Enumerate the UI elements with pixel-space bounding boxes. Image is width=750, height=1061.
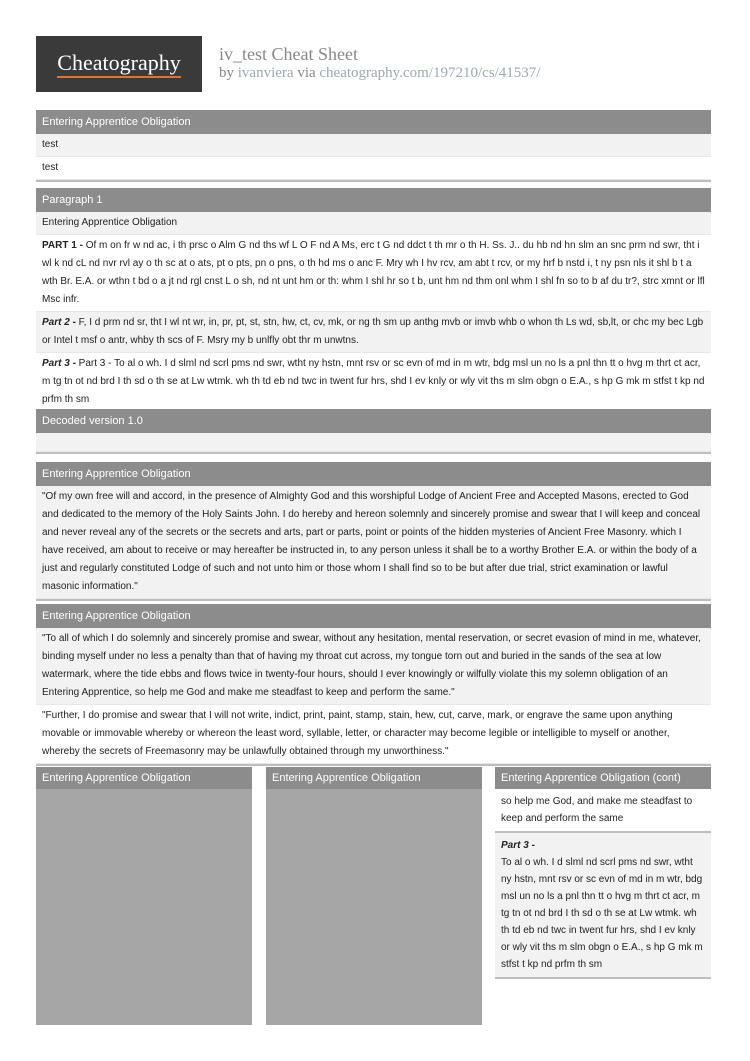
- obligation-paragraph: "Further, I do promise and swear that I will not write, indict, print, paint, stamp, stain, hew, cut, carve, mark, or engrave the same upon anything movable or immovable whereby or whereon the least word, syllable, letter, or character may become legible or intelligible to myself or another, whereby the secrets of Freemasonry may be unlawfully obtained through my unworthiness.": [36, 705, 711, 764]
- block-decoded-version: [36, 409, 711, 454]
- block-obligation-decoded-1: [36, 462, 711, 601]
- byline-by: by: [219, 65, 234, 81]
- part-1-text: Of m on fr w nd ac, i th prsc o Alm G nd ths wf L O F nd A Ms, erc t G nd ddct t th mr o th H. Ss. J.. du hb nd hn slm an snc prm nd swr, tht i wl k nd cL nd nvr rvl ay o th sc at o ats, pt o pts, pn o pns, o th hd ms o anc F. Mry wh I hv rcv, am abt t rcv, or my hrf b nstd i, t ny psn nls it shl b t a wth Br. E.A. or wthn t bd o a jt nd rgl cnst L o sh, nd nt unt hm or th: whm I shl hr so t b, unt hm nd thm onl whm I shl fn so to b af du tr?, strc xmnt or lfl Msc infr.: [42, 240, 705, 305]
- empty-column-body: [266, 789, 482, 1025]
- block-header: Entering Apprentice Obligation: [36, 462, 711, 486]
- part-1-row: [36, 235, 711, 312]
- block-header: Decoded version 1.0: [36, 409, 711, 433]
- block-header: Entering Apprentice Obligation: [36, 604, 711, 628]
- part-2-text: F, I d prm nd sr, tht I wl nt wr, in, pr, pt, st, stn, hw, ct, cv, mk, or ng th sm up anthg mvb or imvb whb o whon th Ls wd, sb,lt, or chc my bec Lgb or Intel t msf o antr, whby th scs of F. Msry my b unlfly obt thr m unwtns.: [42, 317, 704, 346]
- block-paragraph-1: [36, 188, 711, 414]
- block-header: Entering Apprentice Obligation (cont): [495, 767, 711, 789]
- block-subtitle: Entering Apprentice Obligation: [36, 212, 711, 235]
- part-1-label: PART 1 -: [42, 240, 83, 251]
- table-row: test: [36, 157, 711, 180]
- empty-row: [36, 433, 711, 452]
- column-3: [495, 767, 711, 979]
- part-3-text: To al o wh. I d slml nd scrl pms nd swr, wtht ny hstn, mnt rsv or sc evn of md in m wtr, bdg msl un no ls a pnl thn tt o hvg m thrt ct acr, m tg tn ot nd brd I th sd o th se at Lw wtmk. wh th td eb nd twc in twent fur hrs, shd I ev knly or wly vit ths m slm obgn o E.A., s hp G mk m stfst t kp nd prfm th sm: [501, 857, 703, 970]
- block-obligation-decoded-2: [36, 604, 711, 766]
- empty-column-body: [36, 789, 252, 1025]
- sheet-url-link[interactable]: cheatography.com/197210/cs/41537/: [319, 65, 541, 81]
- part-2-row: [36, 312, 711, 353]
- block-header: Entering Apprentice Obligation: [36, 767, 252, 789]
- block-obligation-test: [36, 110, 711, 182]
- table-row: test: [36, 134, 711, 157]
- part-3-text: Part 3 - To al o wh. I d slml nd scrl pms nd swr, wtht ny hstn, mnt rsv or sc evn of md in m wtr, bdg msl un no ls a pnl thn tt o hvg m thrt ct acr, m tg tn ot nd brd I th sd o th se at Lw wtmk. wh th td eb nd twc in twent fur hrs, shd I ev knly or wly vit ths m slm obgn o E.A., s hp G mk m stfst t kp nd prfm th sm: [42, 358, 705, 405]
- sheet-title: iv_test Cheat Sheet: [219, 44, 358, 64]
- part-2-label: Part 2 -: [42, 317, 76, 328]
- part-3-continued: [495, 833, 711, 977]
- obligation-paragraph: "To all of which I do solemnly and sincerely promise and swear, without any hesitation, mental reservation, or secret evasion of mind in me, whatever, binding myself under no less a penalty than that of having my throat cut across, my tongue torn out and buried in the sands of the sea at low watermark, where the tide ebbs and flows twice in twenty-four hours, should I ever knowingly or wilfully violate this my solemn obligation of an Entering Apprentice, so help me God and make me steadfast to keep and perform the same.": [36, 628, 711, 705]
- block-header: Paragraph 1: [36, 188, 711, 212]
- logo-text: Cheatography: [57, 51, 180, 78]
- obligation-paragraph: "Of my own free will and accord, in the presence of Almighty God and this worshipful Lodge of Ancient Free and Accepted Masons, erected to God and dedicated to the memory of the Holy Saints John. I do hereby and hereon solemnly and sincerely promise and swear that I will keep and conceal and never reveal any of the secrets or the secrets and arts, part or parts, point or points of the hidden mysteries of Ancient Free Masonry. which I have received, am about to receive or may hereafter be instructed in, to any person unless it shall be to a worthy Brother E.A. or within the body of a just and regularly constituted Lodge of such and not unto him or those whom I shall find so to be but after due trial, strict examination or lawful masonic information.": [36, 486, 711, 599]
- part-3-label: Part 3 -: [501, 840, 535, 851]
- byline-via: via: [297, 65, 316, 81]
- author-link[interactable]: ivanviera: [237, 65, 294, 81]
- byline: [219, 65, 540, 82]
- block-header: Entering Apprentice Obligation: [36, 110, 711, 134]
- column-1: [36, 767, 252, 1025]
- part-3-label: Part 3 -: [42, 358, 76, 369]
- block-header: Entering Apprentice Obligation: [266, 767, 482, 789]
- cheatography-logo[interactable]: [36, 36, 202, 92]
- column-2: [266, 767, 482, 1025]
- part-3-row: [36, 353, 711, 412]
- continued-text: so help me God, and make me steadfast to keep and perform the same: [495, 789, 711, 833]
